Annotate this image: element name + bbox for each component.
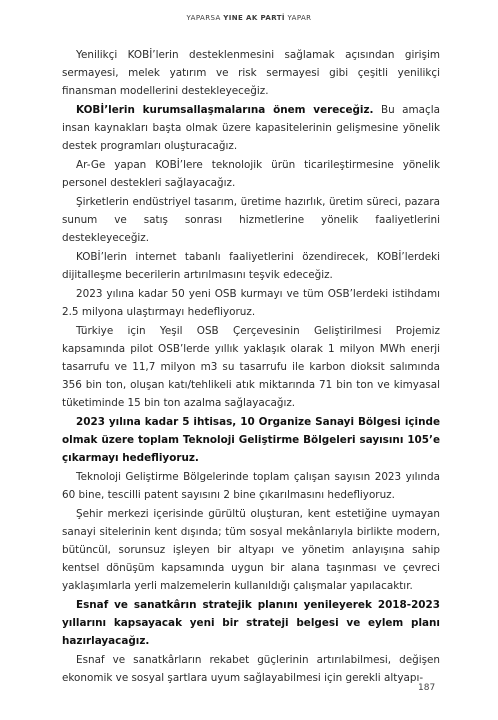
paragraph-2 — [62, 101, 440, 155]
body-text — [62, 46, 440, 688]
paragraph-4: Şirketlerin endüstriyel tasarım, üretime hazırlık, üretim süreci, pazara sunum ve satış sonrası hizmetlerine yönelik faaliyetlerini destekleyeceğiz. — [62, 196, 440, 244]
paragraph-1: Yenilikçi KOBİ’lerin desteklenmesini sağlamak açısından girişim sermayesi, melek yatırım ve risk sermayesi gibi çeşitli yenilikçi finansman modellerini destekleyeceğiz. — [62, 49, 440, 97]
paragraph-8-bold: 2023 yılına kadar 5 ihtisas, 10 Organize Sanayi Bölgesi içinde olmak üzere toplam Teknoloji Geliştirme Bölgeleri sayısını 105’e çıkarmayı hedefliyoruz. — [62, 416, 440, 464]
running-header — [0, 14, 498, 22]
paragraph-2-lead: KOBİ’lerin kurumsallaşmalarına önem vereceğiz. — [76, 104, 374, 116]
paragraph-11-bold: Esnaf ve sanatkârın stratejik planını yenileyerek 2018-2023 yıllarını kapsayacak yeni bir strateji belgesi ve eylem planı hazırlayacağız. — [62, 599, 440, 647]
page-number: 187 — [418, 683, 436, 693]
paragraph-5: KOBİ’lerin internet tabanlı faaliyetlerini özendirecek, KOBİ’lerdeki dijitalleşme becerilerin artırılmasını teşvik edeceğiz. — [62, 251, 440, 281]
paragraph-2-text: Bu amaçla insan kaynakları başta olmak üzere kapasitelerinin gelişmesine yönelik destek programları oluşturacağız. — [62, 104, 440, 152]
paragraph-7: Türkiye için Yeşil OSB Çerçevesinin Geliştirilmesi Projemiz kapsamında pilot OSB’lerde yıllık yaklaşık olarak 1 milyon MWh enerji tasarrufu ve 11,7 milyon m3 su tasarrufu ile karbon dioksit salımında 356 bin ton, oluşan katı/tehlikeli atık miktarında 71 bin ton ve kimyasal tüketiminde 15 bin ton azalma sağlayacağız. — [62, 325, 440, 409]
header-bold: YINE AK PARTİ — [223, 14, 285, 22]
paragraph-6: 2023 yılına kadar 50 yeni OSB kurmayı ve tüm OSB’lerdeki istihdamı 2.5 milyona ulaştırmayı hedefliyoruz. — [62, 288, 440, 318]
header-post: YAPAR — [284, 14, 312, 22]
header-pre: YAPARSA — [186, 14, 224, 22]
paragraph-12: Esnaf ve sanatkârların rekabet güçlerinin artırılabilmesi, değişen ekonomik ve sosyal şartlara uyum sağlayabilmesi için gerekli altyapı- — [62, 654, 440, 684]
paragraph-9: Teknoloji Geliştirme Bölgelerinde toplam çalışan sayısın 2023 yılında 60 bine, tescilli patent sayısını 2 bine çıkarılmasını hedefliyoruz. — [62, 471, 440, 501]
paragraph-3: Ar-Ge yapan KOBİ’lere teknolojik ürün ticarileştirmesine yönelik personel destekleri sağlayacağız. — [62, 159, 440, 189]
paragraph-10: Şehir merkezi içerisinde gürültü oluşturan, kent estetiğine uymayan sanayi sitelerinin kent dışında; tüm sosyal mekânlarıyla birlikte modern, bütüncül, sorunsuz işleyen bir altyapı ve yönetim anlayışına sahip kentsel dönüşüm kapsamında uygun bir alana taşınması ve çevreci yaklaşımlarla yerli malzemelerin kullanıldığı çalışmalar yapılacaktır. — [62, 508, 440, 592]
